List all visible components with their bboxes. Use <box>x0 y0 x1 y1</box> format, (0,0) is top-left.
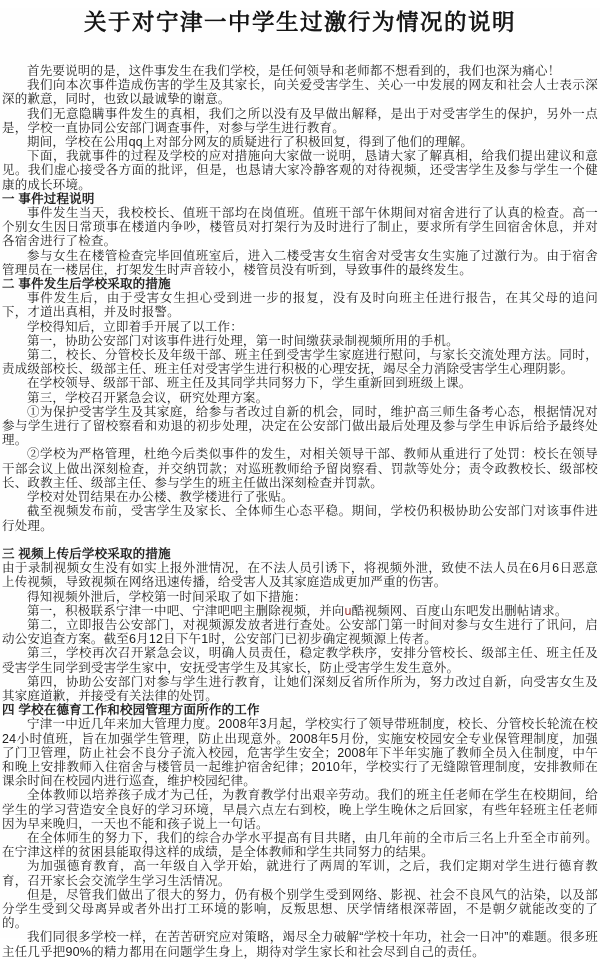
highlighted-letter: u <box>344 603 352 618</box>
paragraph: 事件发生当天，我校校长、值班干部均在岗值班。值班干部午休期间对宿舍进行了认真的检查。高一个别女生因日常琐事在楼道内争吵，楼管员对打架行为及时进行了制止，要求所有学生回宿舍休息，并对各宿舍进行了检查。 <box>2 206 598 249</box>
paragraph: 学校对处罚结果在办公楼、教学楼进行了张贴。 <box>27 490 294 505</box>
paragraph: 首先要说明的是，这件事发生在我们学校，是任何领导和老师都不想看到的，我们也深为痛心！ <box>27 64 561 78</box>
paragraph: 但是，尽管我们做出了很大的努力，仍有极个别学生受到网络、影视、社会不良风气的沾染，以及部分学生受到父母离异或者外出打工环境的影响，反叛思想、厌学情绪根深蒂固，不是朝夕就能改变的了的。 <box>2 887 598 931</box>
section-heading: 四 学校在德育工作和校园管理方面所作的工作 <box>2 703 260 718</box>
paragraph: 我们同很多学校一样，在苦苦研究应对策略，竭尽全力破解“学校十年功，社会一日冲”的难题。很多班主任几乎把90%的精力都用在问题学生身上，期待对学生家长和社会尽到自己的责任。 <box>2 930 598 959</box>
paragraph: 第三，学校再次召开紧急会议，明确人员责任，稳定教学秩序，安排分管校长、级部主任、班主任及受害学生同学到受害学生家中，安抚受害学生及其家长，防止受害学生发生意外。 <box>2 646 598 675</box>
paragraph: 参与女生在楼管检查完毕回值班室后，进入二楼受害女生宿舍对受害女生实施了过激行为。由于宿舍管理员在一楼居住，打架发生时声音较小，楼管员没有听到，导致事件的最终发生。 <box>2 248 598 277</box>
paragraph: ②学校为严格管理，杜绝今后类似事件的发生，对相关领导干部、教师从重进行了处罚：校长在领导干部会议上做出深刻检查，并交纳罚款；对巡班教师给予留岗察看、罚款等处分；责令政教校长、级部校长、政教主任、级部主任、参与学生的班主任做出深刻检查并罚款。 <box>2 447 598 490</box>
paragraph: 事件发生后，由于受害女生担心受到进一步的报复，没有及时向班主任进行报告，在其父母的追问下，才道出真相，并及时报警。 <box>2 291 598 320</box>
paragraph: 我们无意隐瞒事件发生的真相，我们之所以没有及早做出解释，是出于对受害学生的保护，另外一点是，学校一直协同公安部门调查事件，对参与学生进行教育。 <box>2 106 598 135</box>
paragraph: 全体教师以培养孩子成才为己任，为教育教学付出艰辛劳动。我们的班主任老师在学生在校期间，给学生的学习营造安全良好的学习环境，早晨六点左右到校，晚上学生晚休之后回家，有些年轻班主任老师因为早来晚归，一天也不能和孩子说上一句话。 <box>2 788 598 831</box>
document-title: 关于对宁津一中学生过激行为情况的说明 <box>83 10 516 35</box>
section-heading: 一 事件过程说明 <box>2 191 95 206</box>
paragraph: 在全体师生的努力下，我们的综合办学水平提高有目共睹，由几年前的全市后三名上升至全市前列。在宁津这样的贫困县能取得这样的成绩，是全体教师和学生共同努力的结果。 <box>2 830 598 860</box>
paragraph: 第二，立即报告公安部门，对视频源发放者进行查处。公安部门第一时间对参与女生进行了讯问，启动公安追查方案。截至6月12日下午1时，公安部门已初步确定视频源上传者。 <box>2 617 598 647</box>
paragraph: 截至视频发布前，受害学生及家长、全体师生心态平稳。期间，学校仍积极协助公安部门对该事件进行处理。 <box>2 504 598 533</box>
paragraph: 学校得知后，立即着手开展了以工作： <box>27 319 243 334</box>
paragraph: 在学校领导、级部干部、班主任及其同学共同努力下，学生重新回到班级上课。 <box>27 376 472 391</box>
paragraph: 第二，校长、分管校长及年级干部、班主任到受害学生家庭进行慰问，与家长交流处理方法。同时，责成级部校长、级部主任、班主任对受害学生进行积极的心理安抚，竭尽全力消除受害学生心理阴影。 <box>2 348 598 377</box>
section-heading: 二 事件发生后学校采取的措施 <box>2 277 171 292</box>
paragraph: 得知视频外泄后，学校第一时间采取了如下措施： <box>27 589 307 604</box>
document-body <box>0 64 600 959</box>
paragraph: ①为保护受害学生及其家庭，给参与者改过自新的机会，同时，维护高三师生备考心态，根据情况对参与学生进行了留校察看和劝退的初步处理，决定在公安部门做出最后处理及参与学生申诉后给予最终处理。 <box>2 404 598 448</box>
paragraph: 下面，我就事件的过程及学校的应对措施向大家做一说明，恳请大家了解真相，给我们提出建议和意见。我们虚心接受各方面的批评，但是，也恳请大家冷静客观的对待视频，还受害学生及参与学生一个健康的成长环境。 <box>2 149 598 192</box>
paragraph: 宁津一中近几年来加大管理力度。2008年3月起，学校实行了领导带班制度，校长、分管校长轮流在校24小时值班，旨在加强学生管理，防止出现意外。2008年5月份，实施安校园安全专业保管理制度，加强了门卫管理，防止社会不良分子流入校园，危害学生安全；2008年下半年实施了教师全员入住制度，中午和晚上安排教师入住宿舍与楼管员一起维护宿舍纪律；2010年，学校实行了无缝隙管理制度，安排教师在课余时间在校园内进行巡查，维护校园纪律。 <box>2 717 598 789</box>
paragraph: 期间，学校在公用qq上对部分网友的质疑进行了积极回复，得到了他们的理解。 <box>27 135 474 150</box>
paragraph: 第三，学校召开紧急会议，研究处理方案。 <box>27 390 269 405</box>
paragraph: 由于录制视频女生没有如实上报外泄情况，在不法人员引诱下，将视频外泄，致使不法人员在6月6日恶意上传视频，导致视频在网络迅速传播，给受害人及其家庭造成更加严重的伤害。 <box>2 561 598 590</box>
paragraph: 第一，积极联系宁津一中吧、宁津吧吧主删除视频，并向u酷视频网、百度山东吧发出删帖请求。 <box>27 603 568 618</box>
paragraph: 为加强德育教育，高一年级自入学开始，就进行了两周的军训，之后，我们定期对学生进行德育教育，召开家长会交流学生学习生活情况。 <box>2 859 598 888</box>
document-page <box>0 8 600 959</box>
blank-line <box>2 533 598 547</box>
section-heading: 三 视频上传后学校采取的措施 <box>2 546 171 561</box>
paragraph: 第一，协助公安部门对该事件进行处理，第一时间缴获录制视频所用的手机。 <box>27 333 459 348</box>
paragraph: 我们向本次事件造成伤害的学生及其家长，向关爱受害学生、关心一中发展的网友和社会人士表示深深的歉意，同时，也致以最诚挚的谢意。 <box>2 78 598 107</box>
paragraph: 第四，协助公安部门对参与学生进行教育，让她们深刻反省所作所为，努力改过自新，向受害女生及其家庭道歉，并接受有关法律的处罚。 <box>2 674 598 703</box>
